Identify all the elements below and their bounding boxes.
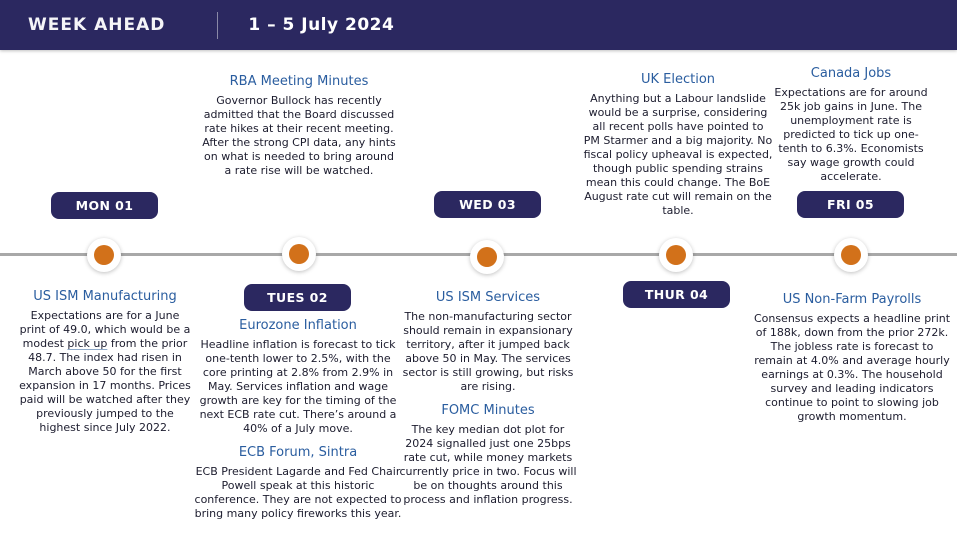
event-fomc-minutes — [398, 403, 578, 507]
day-pill-tues-02: TUES 02 — [244, 284, 351, 311]
dot-icon — [289, 244, 309, 264]
page-title: WEEK AHEAD — [28, 15, 166, 35]
body-text: Expectations are for a June print of 49.0, which would be a modest — [19, 309, 191, 350]
day-pill-wed-03: WED 03 — [434, 191, 541, 218]
event-body: Expectations are for around 25k job gains in June. The unemployment rate is predicted to tick up one-tenth to 6.3%. Economists say wage growth could accelerate. — [774, 86, 928, 183]
event-title: Eurozone Inflation — [239, 318, 357, 333]
day-pill-fri-05: FRI 05 — [797, 191, 904, 218]
timeline-dot-wed — [470, 240, 504, 274]
event-rba-meeting-minutes — [200, 74, 398, 178]
event-canada-jobs — [770, 66, 932, 184]
event-body: Headline inflation is forecast to tick one-tenth lower to 2.5%, with the core printing at 2.8% from 2.9% in May. Services inflation and wage growth are key for the timing of the next ECB rate cut. There’s around a 40% of a July move. — [199, 338, 397, 435]
timeline-dot-mon — [87, 238, 121, 272]
dot-icon — [841, 245, 861, 265]
dot-icon — [477, 247, 497, 267]
event-title: US ISM Manufacturing — [33, 289, 177, 304]
event-us-non-farm-payrolls — [752, 292, 952, 424]
event-ecb-forum-sintra — [194, 445, 402, 521]
event-title: RBA Meeting Minutes — [229, 74, 369, 89]
header-divider — [217, 12, 218, 39]
event-group-wednesday — [398, 290, 578, 507]
timeline-dot-tues — [282, 237, 316, 271]
event-us-ism-manufacturing — [18, 289, 192, 435]
event-group-tuesday — [194, 318, 402, 521]
event-body: ECB President Lagarde and Fed Chair Powell speak at this historic conference. They are not expected to bring many policy fireworks this year. — [194, 465, 402, 520]
event-body: The non-manufacturing sector should remain in expansionary territory, after it jumped back above 50 in May. The services sector is still growing, but risks are rising. — [402, 310, 574, 393]
event-body — [18, 309, 192, 435]
event-us-ism-services — [398, 290, 578, 394]
body-text: from the prior 48.7. The index had risen in March above 50 for the first expansion in 17 months. Prices paid will be watched after they previously jumped to the highest since July 2022. — [19, 337, 191, 434]
day-pill-thur-04: THUR 04 — [623, 281, 730, 308]
day-pill-mon-01: MON 01 — [51, 192, 158, 219]
header-bar — [0, 0, 957, 50]
dot-icon — [94, 245, 114, 265]
event-title: ECB Forum, Sintra — [238, 445, 358, 460]
event-title: US ISM Services — [435, 290, 541, 305]
event-body: Anything but a Labour landslide would be a surprise, considering all recent polls have pointed to PM Starmer and a big majority. No fiscal policy upheaval is expected, though public spending strains mean this could change. The BoE August rate cut will remain on the table. — [583, 92, 773, 217]
dot-icon — [666, 245, 686, 265]
event-body: Consensus expects a headline print of 188k, down from the prior 272k. The jobless rate is forecast to remain at 4.0% and average hourly earnings at 0.3%. The household survey and leading indicators continue to point to slowing job growth momentum. — [753, 312, 951, 423]
timeline-dot-fri — [834, 238, 868, 272]
event-body: The key median dot plot for 2024 signalled just one 25bps rate cut, while money markets currently price in two. Focus will be on thoughts around this process and inflation progress. — [399, 423, 577, 506]
pick-up-link[interactable]: pick up — [67, 337, 108, 350]
event-title: Canada Jobs — [810, 66, 892, 81]
event-title: FOMC Minutes — [441, 403, 535, 418]
event-body: Governor Bullock has recently admitted that the Board discussed rate hikes at their recent meeting. After the strong CPI data, any hints on what is needed to bring around a rate rise will be watched. — [202, 94, 396, 177]
event-eurozone-inflation — [194, 318, 402, 436]
timeline-dot-thur — [659, 238, 693, 272]
event-title: UK Election — [640, 72, 716, 87]
event-uk-election — [583, 72, 773, 218]
date-range: 1 – 5 July 2024 — [248, 15, 395, 35]
event-title: US Non-Farm Payrolls — [782, 292, 922, 307]
